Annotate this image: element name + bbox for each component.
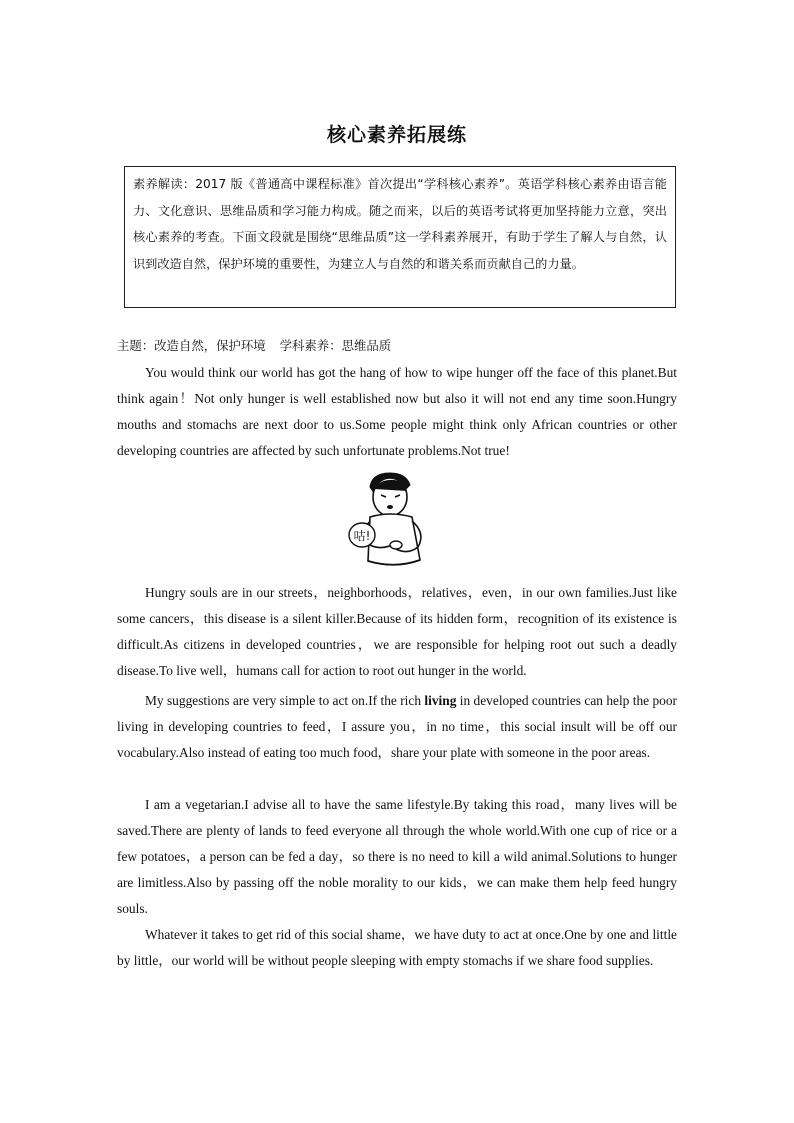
paragraph-1: You would think our world has got the hang of how to wipe hunger off the face of this planet.But think again！Not only hunger is well established now but also it will not end any time soon.Hungry mouths and stomachs are next door to us.Some people might think only African countries or other developing countries are affected by such unfortunate problems.Not true! [117,365,677,458]
theme-line [117,336,401,354]
literacy-label: 学科素养：思维品质 [279,338,392,353]
paragraph-3-part-a: My suggestions are very simple to act on.If the rich [145,693,425,708]
paragraph-5: Whatever it takes to get rid of this social shame，we have duty to act at once.One by one and little by little，our world will be without people sleeping with empty stomachs if we share food supplies. [117,927,677,968]
paragraph-4: I am a vegetarian.I advise all to have the same lifestyle.By taking this road，many lives will be saved.There are plenty of lands to feed everyone all through the whole world.With one cup of rice or a few potatoes，a person can be fed a day，so there is no need to kill a wild animal.Solutions to hunger are limitless.Also by passing off the noble morality to our kids，we can make them help feed hungry souls. [117,797,677,916]
literacy-explanation-box: 素养解读：2017 版《普通高中课程标准》首次提出“学科核心素养”。英语学科核心素养由语言能力、文化意识、思维品质和学习能力构成。随之而来，以后的英语考试将更加坚持能力立意，突出核心素养的考查。下面文段就是围绕“思维品质”这一学科素养展开，有助于学生了解人与自然，认识到改造自然，保护环境的重要性，为建立人与自然的和谐关系而贡献自己的力量。 [124,166,676,308]
hungry-man-illustration [340,465,450,575]
paragraph-3-part-b: in developed countries can help the poor living in developing countries to feed，I assure you，in no time，this social insult will be off our vocabulary.Also instead of eating too much food，share your plate with someone in the poor areas. [117,693,677,760]
paragraph-2: Hungry souls are in our streets，neighborhoods，relatives，even，in our own families.Just like some cancers，this disease is a silent killer.Because of its hidden form，recognition of its existence is difficult.As citizens in developed countries，we are responsible for helping root out such a deadly disease.To live well，humans call for action to root out hunger in the world. [117,585,677,678]
theme-label: 主题：改造自然，保护环境 [117,338,266,353]
speech-bubble-text: 咕! [353,529,371,543]
paragraph-3-bold-word: living [424,693,457,708]
page-title: 核心素养拓展练 [326,124,467,146]
paragraph-3 [117,688,677,766]
